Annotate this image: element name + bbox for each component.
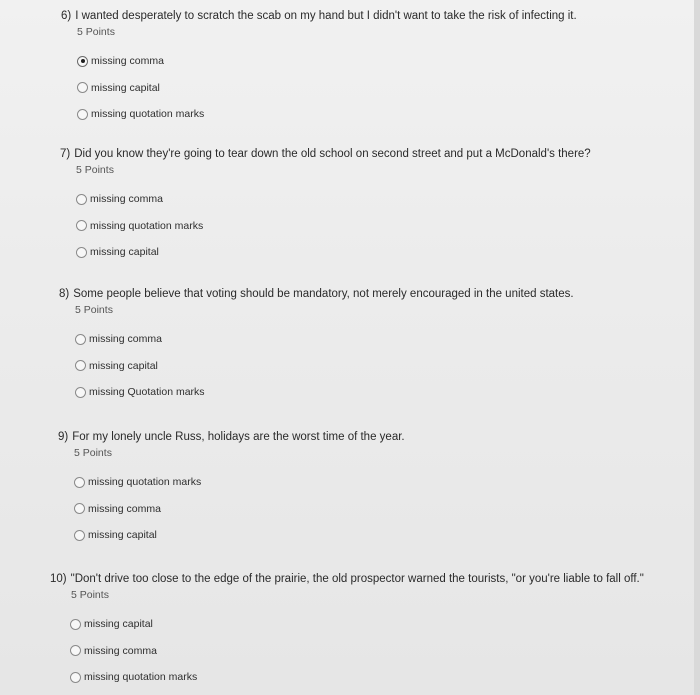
option-label: missing comma: [91, 55, 164, 68]
radio-icon[interactable]: [70, 619, 81, 630]
question-title: [60, 147, 700, 161]
option-label: missing comma: [90, 193, 163, 206]
question-title: [61, 9, 700, 23]
question-number: 8): [59, 288, 70, 300]
radio-icon[interactable]: [75, 360, 86, 371]
option-label: missing capital: [88, 529, 157, 542]
question-7: [60, 147, 700, 266]
question-points: 5 Points: [76, 164, 114, 176]
options-group: [74, 469, 698, 549]
radio-icon[interactable]: [70, 672, 81, 683]
option-missing-quotation-marks[interactable]: [75, 379, 699, 406]
question-10: [50, 572, 690, 691]
question-points: 5 Points: [75, 304, 113, 316]
option-label: missing capital: [89, 359, 158, 372]
option-missing-comma[interactable]: [77, 48, 700, 75]
option-label: missing capital: [91, 81, 160, 94]
option-label: missing quotation marks: [90, 219, 204, 232]
radio-icon[interactable]: [76, 194, 87, 205]
radio-icon[interactable]: [77, 109, 88, 120]
question-9: [58, 430, 698, 549]
radio-icon[interactable]: [75, 334, 86, 345]
option-label: missing comma: [84, 644, 157, 657]
option-label: missing capital: [90, 246, 159, 259]
radio-icon[interactable]: [74, 477, 85, 488]
option-label: missing comma: [88, 502, 161, 515]
radio-icon[interactable]: [74, 530, 85, 541]
question-number: 9): [58, 431, 69, 443]
option-label: missing quotation marks: [84, 671, 198, 684]
question-points: 5 Points: [74, 447, 112, 459]
option-missing-capital[interactable]: [75, 353, 699, 380]
options-group: [76, 186, 700, 266]
option-missing-capital[interactable]: [70, 611, 690, 638]
option-missing-capital[interactable]: [76, 239, 700, 266]
radio-icon[interactable]: [76, 247, 87, 258]
option-missing-comma[interactable]: [70, 638, 690, 665]
option-label: missing Quotation marks: [89, 386, 205, 399]
option-label: missing comma: [89, 333, 162, 346]
question-text: For my lonely uncle Russ, holidays are the worst time of the year.: [72, 431, 405, 443]
radio-icon[interactable]: [76, 220, 87, 231]
radio-icon[interactable]: [77, 82, 88, 93]
question-points: 5 Points: [77, 26, 115, 38]
option-missing-quotation-marks[interactable]: [77, 101, 700, 128]
option-missing-comma[interactable]: [75, 326, 699, 353]
question-6: [61, 9, 700, 128]
question-text: I wanted desperately to scratch the scab on my hand but I didn't want to take the risk of infecting it.: [75, 10, 577, 22]
option-label: missing quotation marks: [88, 476, 202, 489]
question-text: Some people believe that voting should be mandatory, not merely encouraged in the united states.: [73, 288, 574, 300]
question-text: "Don't drive too close to the edge of the prairie, the old prospector warned the tourists, "or you're liable to fall off.": [70, 573, 644, 585]
radio-icon[interactable]: [74, 503, 85, 514]
option-missing-comma[interactable]: [74, 496, 698, 523]
option-missing-quotation-marks[interactable]: [76, 213, 700, 240]
question-number: 10): [50, 573, 67, 585]
question-text: Did you know they're going to tear down the old school on second street and put a McDonald's there?: [74, 148, 591, 160]
option-label: missing capital: [84, 618, 153, 631]
option-missing-quotation-marks[interactable]: [74, 469, 698, 496]
radio-icon[interactable]: [75, 387, 86, 398]
question-title: [50, 572, 690, 586]
radio-checked-icon[interactable]: [77, 56, 88, 67]
question-number: 7): [60, 148, 71, 160]
option-missing-capital[interactable]: [74, 522, 698, 549]
question-points: 5 Points: [71, 589, 109, 601]
options-group: [75, 326, 699, 406]
option-missing-comma[interactable]: [76, 186, 700, 213]
option-label: missing quotation marks: [91, 108, 205, 121]
option-missing-quotation-marks[interactable]: [70, 664, 690, 691]
question-title: [59, 287, 699, 301]
radio-icon[interactable]: [70, 645, 81, 656]
option-missing-capital[interactable]: [77, 75, 700, 102]
options-group: [70, 611, 690, 691]
options-group: [77, 48, 700, 128]
question-8: [59, 287, 699, 406]
question-number: 6): [61, 10, 72, 22]
question-title: [58, 430, 698, 444]
